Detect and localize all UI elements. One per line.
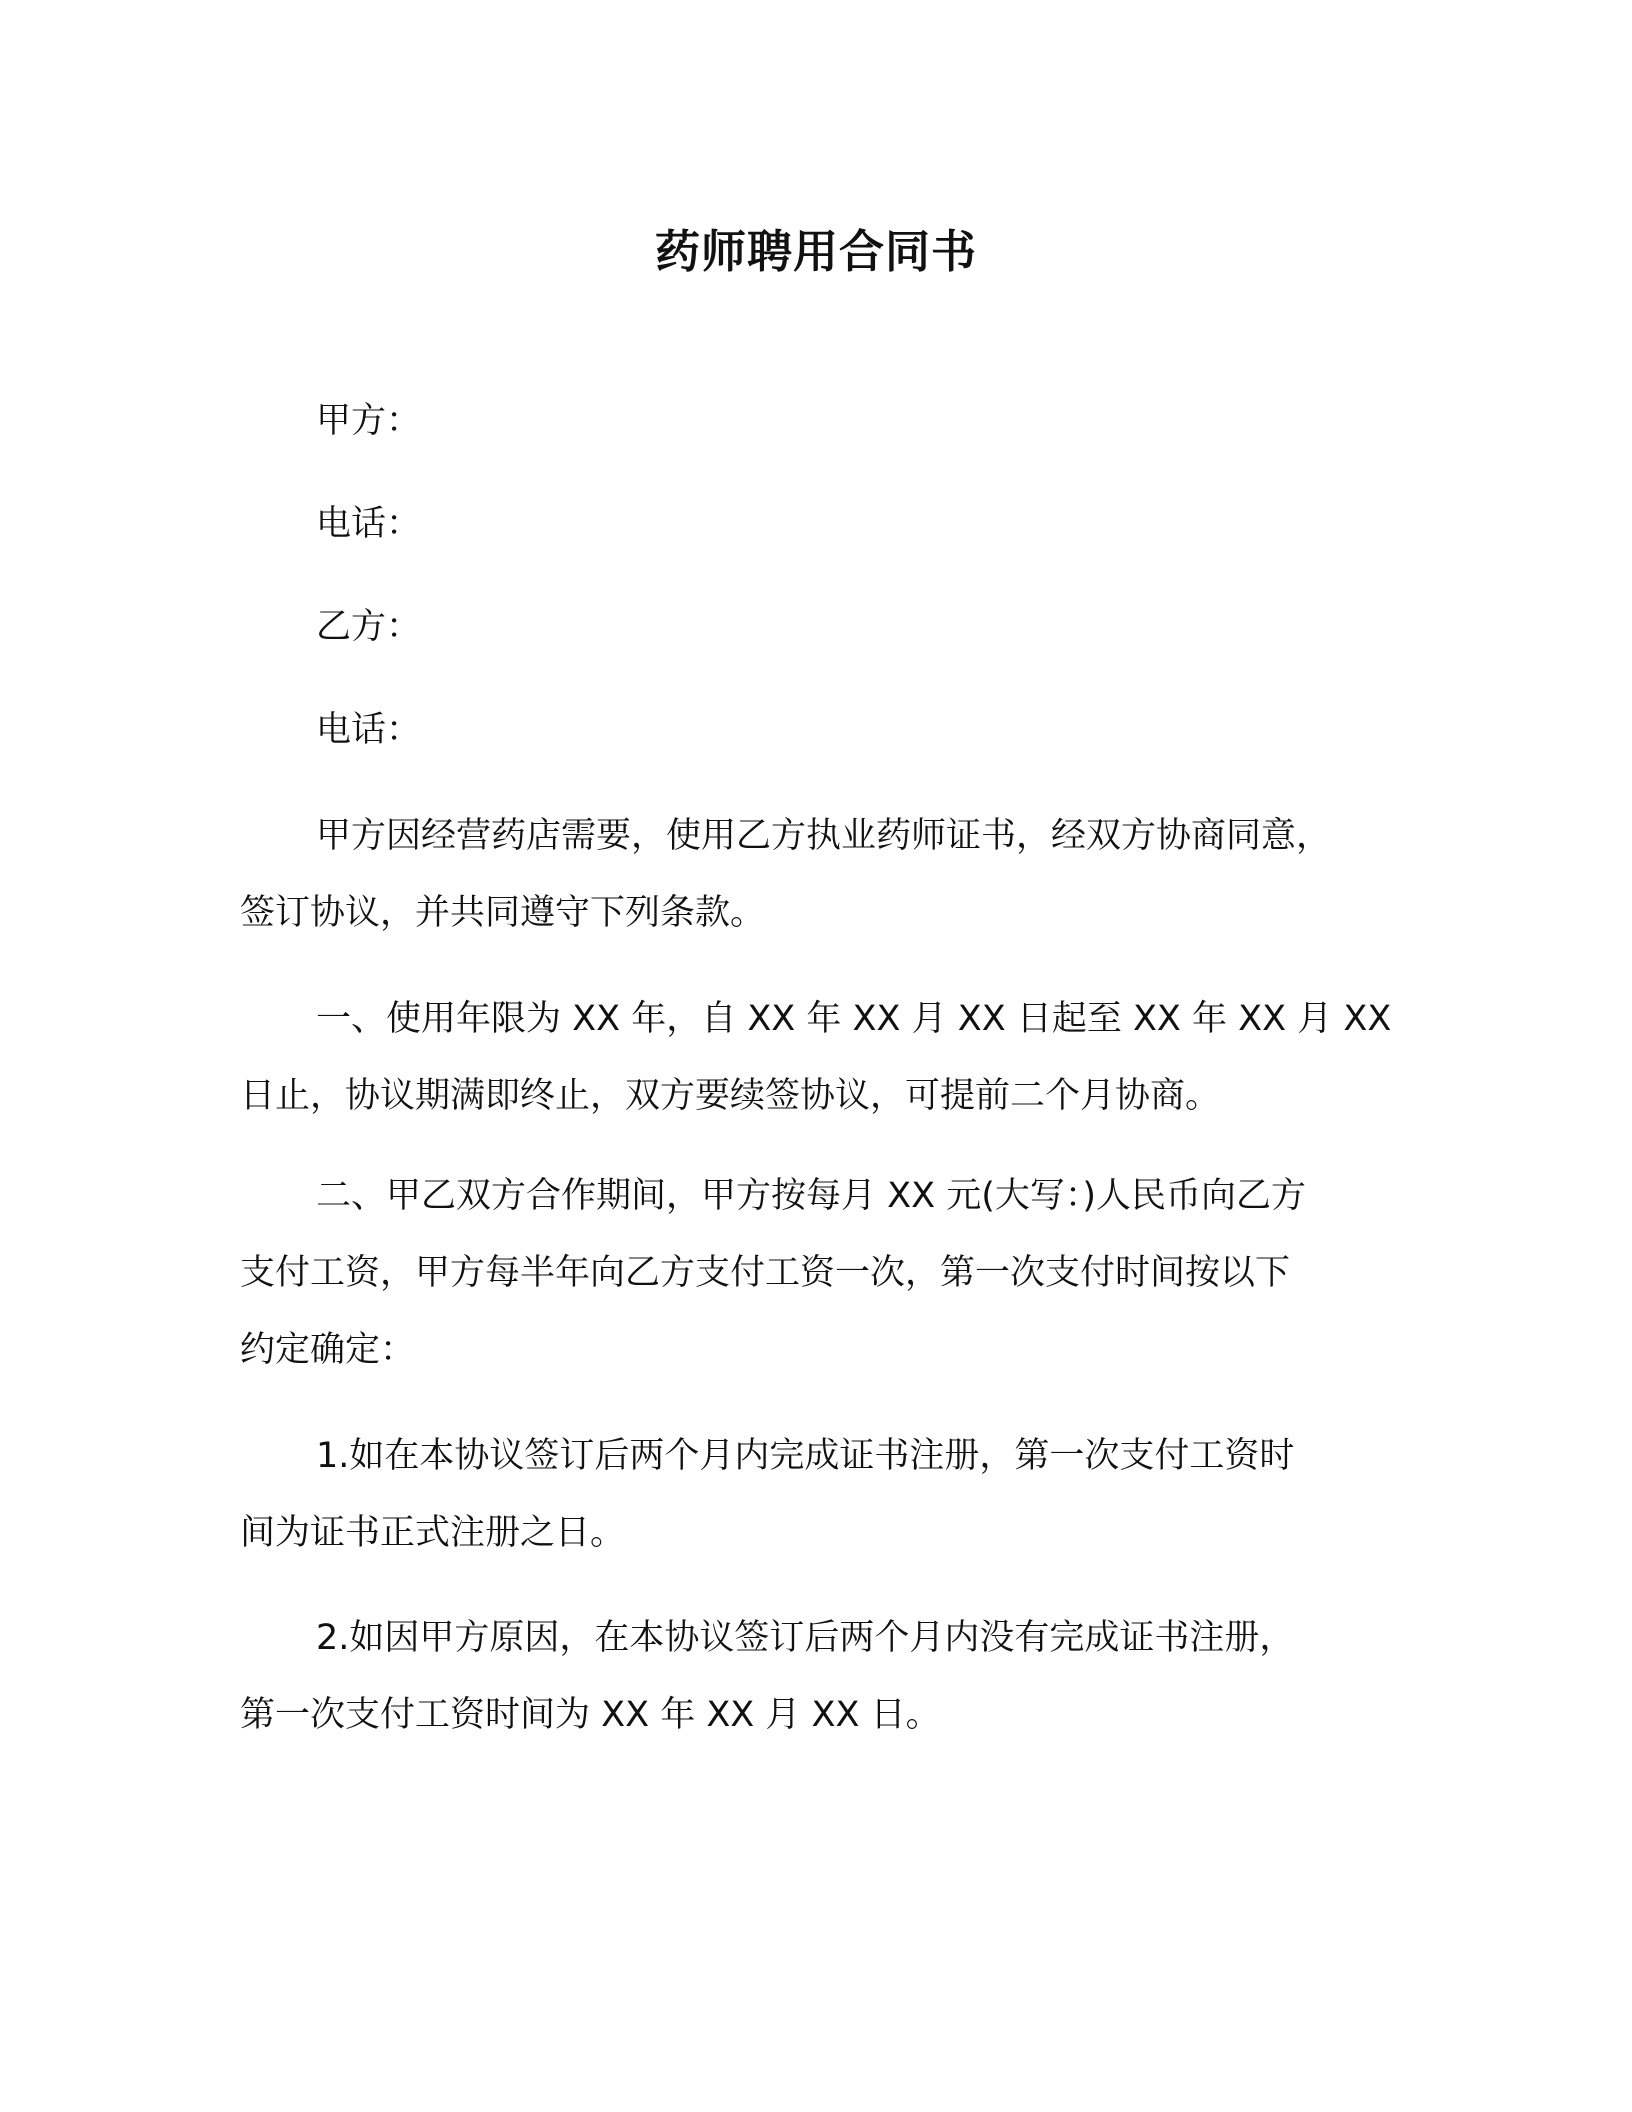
paragraph-line: 支付工资，甲方每半年向乙方支付工资一次，第一次支付时间按以下 bbox=[240, 1253, 1291, 1293]
document-title: 药师聘用合同书 bbox=[654, 225, 977, 278]
party-b-phone-label: 电话： bbox=[316, 710, 422, 750]
intro-paragraph bbox=[240, 798, 1390, 952]
party-a-phone-label: 电话： bbox=[316, 504, 422, 544]
paragraph-line: 1.如在本协议签订后两个月内完成证书注册，第一次支付工资时 bbox=[316, 1436, 1295, 1476]
paragraph-line: 日止，协议期满即终止，双方要续签协议，可提前二个月协商。 bbox=[240, 1076, 1221, 1116]
paragraph-line: 间为证书正式注册之日。 bbox=[240, 1513, 626, 1553]
item-1-paragraph bbox=[240, 1418, 1390, 1572]
paragraph-line: 约定确定： bbox=[240, 1330, 416, 1370]
clause-2-paragraph bbox=[240, 1158, 1390, 1389]
item-2-paragraph bbox=[240, 1600, 1390, 1754]
paragraph-line: 二、甲乙双方合作期间，甲方按每月 XX 元(大写：)人民币向乙方 bbox=[316, 1176, 1307, 1216]
paragraph-line: 签订协议，并共同遵守下列条款。 bbox=[240, 893, 766, 933]
clause-1-paragraph bbox=[240, 981, 1390, 1135]
party-b-label: 乙方： bbox=[316, 607, 422, 647]
paragraph-line: 一、使用年限为 XX 年，自 XX 年 XX 月 XX 日起至 XX 年 XX 月 XX bbox=[316, 999, 1392, 1039]
paragraph-line: 甲方因经营药店需要，使用乙方执业药师证书，经双方协商同意， bbox=[316, 816, 1332, 856]
paragraph-line: 第一次支付工资时间为 XX 年 XX 月 XX 日。 bbox=[240, 1695, 941, 1735]
paragraph-line: 2.如因甲方原因，在本协议签订后两个月内没有完成证书注册， bbox=[316, 1618, 1295, 1658]
party-a-label: 甲方： bbox=[316, 401, 422, 441]
